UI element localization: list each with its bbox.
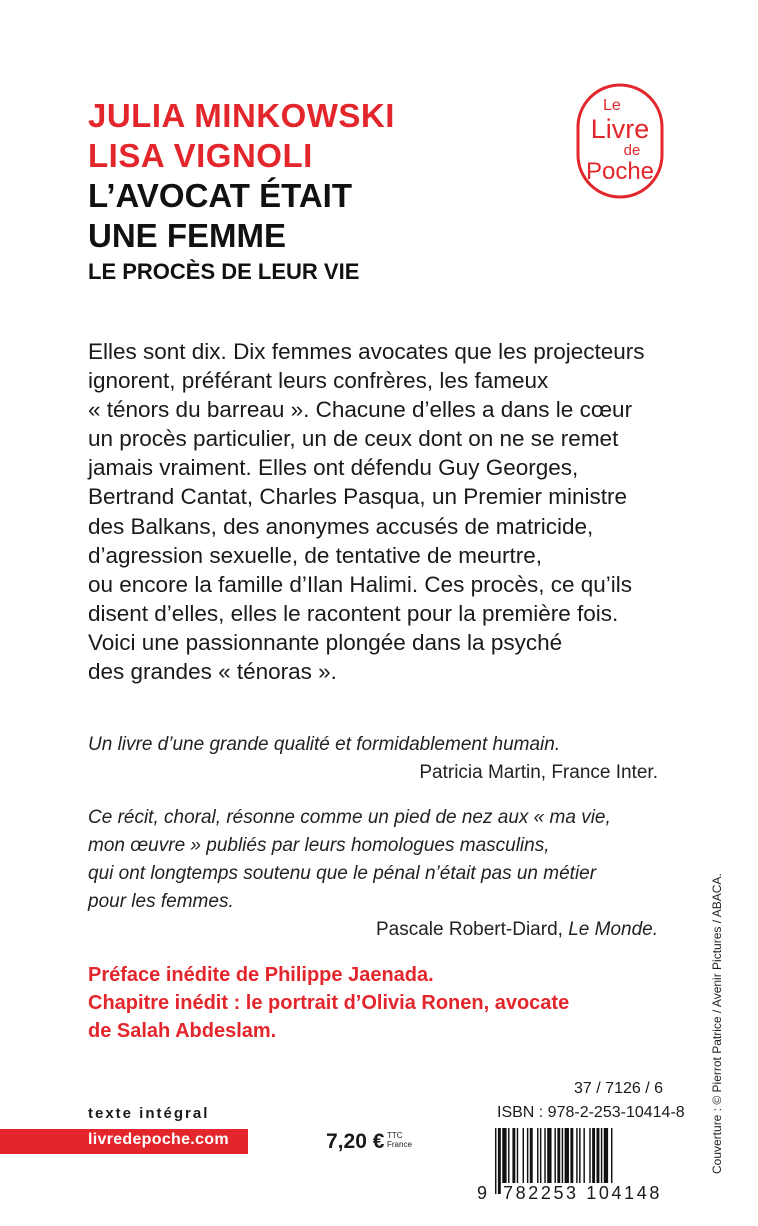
press-quote-2 — [88, 804, 688, 944]
blurb-line: « ténors du barreau ». Chacune d’elles a dans le cœur — [88, 397, 633, 423]
barcode — [473, 1128, 671, 1204]
title-line-2: UNE FEMME — [88, 217, 286, 254]
blurb-line: jamais vraiment. Elles ont défendu Guy Georges, — [88, 455, 579, 481]
blurb-line: Voici une passionnante plongée dans la psyché — [88, 629, 563, 655]
edition-note: Préface inédite de Philippe Jaenada. — [88, 964, 434, 986]
texte-integral-label: texte intégral — [88, 1105, 210, 1122]
blurb-line: Bertrand Cantat, Charles Pasqua, un Premier ministre — [88, 484, 627, 510]
press-quote-1 — [88, 731, 688, 787]
barcode-bar — [512, 1128, 515, 1186]
quote-text: Ce récit, choral, résonne comme un pied de nez aux « ma vie, — [88, 807, 611, 828]
author-2: LISA VIGNOLI — [88, 137, 313, 174]
barcode-bar — [517, 1128, 518, 1186]
barcode-bar — [576, 1128, 577, 1186]
photo-credit: Couverture : © Pierrot Patrice / Avenir Pictures / ABACA. — [710, 873, 724, 1174]
isbn: ISBN : 978-2-253-10414-8 — [497, 1104, 685, 1121]
book-title — [88, 176, 352, 256]
barcode-bar — [565, 1128, 569, 1186]
barcode-digits: 782253 104148 — [503, 1183, 662, 1203]
barcode-bar — [508, 1128, 509, 1186]
barcode-bar — [570, 1128, 573, 1186]
barcode-bar — [601, 1128, 602, 1186]
barcode-bar — [495, 1128, 496, 1194]
barcode-bar — [589, 1128, 590, 1186]
quote-source-publication: Le Monde. — [568, 919, 658, 940]
barcode-bar — [554, 1128, 555, 1186]
quote-source-name: Pascale Robert-Diard, — [376, 919, 569, 940]
title-line-1: L’AVOCAT ÉTAIT — [88, 177, 352, 214]
quote-text: qui ont longtemps soutenu que le pénal n’était pas un métier — [88, 863, 597, 884]
blurb-line: d’agression sexuelle, de tentative de meurtre, — [88, 542, 543, 568]
price-note — [387, 1131, 412, 1149]
barcode-bar — [562, 1128, 563, 1186]
quote-source — [88, 916, 688, 944]
barcode-bar — [583, 1128, 584, 1186]
edition-notes — [88, 961, 569, 1045]
quote-text: pour les femmes. — [88, 891, 234, 912]
blurb-line: un procès particulier, un de ceux dont on ne se remet — [88, 426, 619, 452]
back-cover-blurb — [88, 337, 708, 686]
barcode-bar — [547, 1128, 551, 1186]
le-livre-de-poche-logo — [575, 82, 665, 200]
catalog-code: 37 / 7126 / 6 — [574, 1080, 663, 1097]
blurb-line: ignorent, préférant leurs confrères, les fameux — [88, 368, 549, 394]
barcode-bar — [523, 1128, 524, 1186]
book-subtitle: LE PROCÈS DE LEUR VIE — [88, 259, 360, 284]
price-note-france: France — [387, 1140, 412, 1149]
barcode-bar — [604, 1128, 608, 1186]
edition-note: de Salah Abdeslam. — [88, 1020, 277, 1042]
blurb-line: Elles sont dix. Dix femmes avocates que les projecteurs — [88, 339, 645, 364]
quote-text: mon œuvre » publiés par leurs homologues masculins, — [88, 835, 550, 856]
website-link[interactable]: livredepoche.com — [88, 1131, 229, 1148]
barcode-bar — [530, 1128, 533, 1186]
quote-source-name: Patricia Martin, France Inter. — [419, 762, 658, 783]
barcode-bar — [544, 1128, 545, 1186]
logo-livre: Livre — [590, 114, 650, 144]
barcode-bar — [579, 1128, 580, 1186]
blurb-line: des Balkans, des anonymes accusés de matricide, — [88, 513, 594, 539]
barcode-bar — [537, 1128, 538, 1186]
blurb-line: disent d’elles, elles le racontent pour la première fois. — [88, 600, 619, 626]
edition-note: Chapitre inédit : le portrait d’Olivia Ronen, avocate — [88, 992, 570, 1014]
logo-de: de — [623, 142, 641, 159]
barcode-bar — [592, 1128, 595, 1186]
barcode-bar — [502, 1128, 506, 1186]
barcode-bar — [527, 1128, 528, 1186]
price: 7,20 € — [326, 1130, 385, 1153]
logo-poche: Poche — [585, 158, 655, 185]
blurb-line: des grandes « ténoras ». — [88, 659, 337, 685]
authors — [88, 96, 395, 176]
barcode-first-digit: 9 — [477, 1183, 488, 1203]
barcode-bar — [540, 1128, 541, 1186]
barcode-bar — [597, 1128, 600, 1186]
blurb-line: ou encore la famille d’Ilan Halimi. Ces procès, ce qu’ils — [88, 571, 632, 597]
price-note-ttc: TTC — [387, 1131, 403, 1140]
logo-le: Le — [603, 97, 621, 114]
website-band — [0, 1129, 248, 1154]
quote-text: Un livre d’une grande qualité et formidablement humain. — [88, 734, 561, 755]
author-1: JULIA MINKOWSKI — [88, 97, 395, 134]
quote-source — [88, 759, 688, 787]
